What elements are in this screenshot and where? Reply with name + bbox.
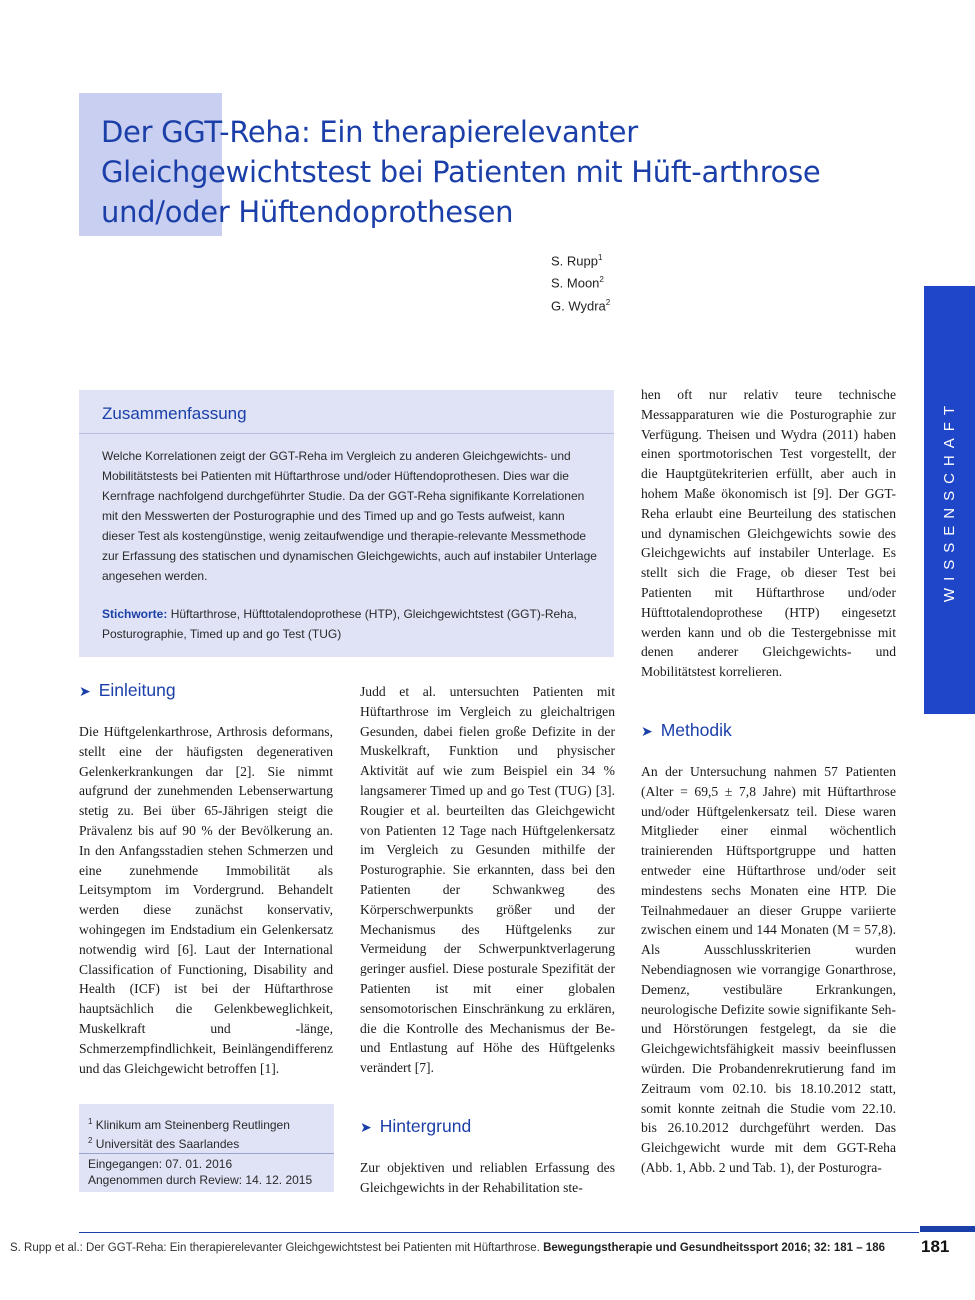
abstract-header [79,390,614,434]
hintergrund-text: Zur objektiven und reliablen Erfassung des Gleichgewichts in der Rehabilitation ste- [360,1160,615,1195]
received-date: Eingegangen: 07. 01. 2016 [88,1157,233,1171]
keywords-text: Hüftarthrose, Hüfttotalendoprothese (HTP), Gleichgewichtstest (GGT)-Reha, Posturographie, Timed up and go Test (TUG) [102,607,577,641]
abstract-heading: Zusammenfassung [102,404,247,423]
page-number: 181 [921,1237,950,1256]
affiliation: $^1$ Klinikum am Steinenberg Reutlingen [88,1117,290,1132]
accepted-date: Angenommen durch Review: 14. 12. 2015 [88,1173,313,1187]
author: S. Moon$^2$ [551,275,604,291]
affiliation-box [79,1104,334,1192]
keywords [102,604,597,644]
author: G. Wydra$^2$ [551,297,611,313]
section-heading-methodik: ➤ Methodik [641,720,732,740]
affiliations [88,1114,290,1152]
section-heading-einleitung: ➤ Einleitung [79,680,176,700]
right-column-text: hen oft nur relativ teure technische Messapparaturen wie die Posturographie zur Verfügung. Theisen und Wydra (2011) haben einen sportmotorischen Test vorgestellt, der die Hauptgütekriterien erfüllt, aber auch in hohem Maße ökonomisch ist [9]. Der GGT-Reha erlaubt eine Beurteilung des statischen und dynamischen Gleichgewichts sowie des Gleichgewichts auf instabiler Unterlage. Es stellt sich die Frage, ob dieser Test bei Patienten mit Hüftarthrose und/oder Hüfttotalendoprothese (HTP) eingesetzt werden kann und ob die Testergebnisse mit denen anderer Gleichgewichts- und Mobilitätstest korrelieren. [641,387,896,680]
author-list [551,248,610,315]
footer-rule [79,1232,919,1233]
arrow-icon: ➤ [641,723,653,739]
divider [79,1153,334,1154]
article-title: Der GGT-Reha: Ein therapierelevanter Gleichgewichtstest bei Patienten mit Hüft-arthrose und/oder Hüftendoprothesen [101,115,821,229]
keywords-label: Stichworte: [102,607,168,621]
affiliation: $^2$ Universität des Saarlandes [88,1136,240,1151]
footer-journal: Bewegungstherapie und Gesundheitssport 2016; 32: 181 – 186 [543,1242,885,1254]
arrow-icon: ➤ [79,683,91,699]
section-heading-hintergrund: ➤ Hintergrund [360,1116,472,1136]
section-side-label: WISSENSCHAFT [941,398,958,602]
footer-tab [920,1226,975,1232]
arrow-icon: ➤ [360,1119,372,1135]
methodik-text: An der Untersuchung nahmen 57 Patienten (Alter = 69,5 ± 7,8 Jahre) mit Hüftarthrose und/oder Hüftgelenkersatz teil. Diese waren Mitglieder einer einmal wöchentlich trainierenden Hüftsportgruppe und hatten entweder eine Hüftarthrose und/oder seit mindestens sechs Monaten eine HTP. Die Teilnahmedauer an dieser Gruppe variierte zwischen einem und 144 Monaten (M = 57,8). Als Ausschlusskriterien wurden Nebendiagnosen wie vorrangige Gonarthrose, Demenz, vestibuläre Erkrankungen, neurologische Defizite sowie signifikante Seh- und Hörstörungen festgelegt, da sie die Gleichgewichtsfähigkeit massiv beeinflussen würden. Die Probandenrekrutierung fand im Zeitraum vom 02.10. bis 18.10.2012 statt, somit konnte zeitnah die Studie vom 22.10. bis 26.10.2012 durchgeführt werden. Das Gleichgewicht wurde mit dem GGT-Reha (Abb. 1, Abb. 2 und Tab. 1), der Posturogra- [641,764,896,1175]
abstract-text: Welche Korrelationen zeigt der GGT-Reha im Vergleich zu anderen Gleichgewichts- und Mobilitätstests bei Patienten mit Hüftarthrose und/oder Hüftendoprothesen. Dies war die Kernfrage nachfolgend durchgeführter Studie. Da der GGT-Reha signifikante Korrelationen mit den Messwerten der Posturographie und des Timed up and go Tests aufweist, kann dieser Test als kostengünstige, wenig zeitaufwendige und therapie-relevante Messmethode zur Erfassung des statischen und dynamischen Gleichgewichts, auch auf instabiler Unterlage angesehen werden. [102,449,597,583]
author: S. Rupp$^1$ [551,253,603,269]
middle-column-text: Judd et al. untersuchten Patienten mit Hüftarthrose im Vergleich zu gleichaltrigen Gesunden, dabei fielen große Defizite in der Muskelkraft, Funktion und physischer Aktivität auf wie zum Beispiel ein 34 % langsamerer Timed up and go Test (TUG) [3]. Rougier et al. beurteilten das Gleichgewicht von Patienten 12 Tage nach Hüftgelenkersatz im Vergleich zu Gesunden mithilfe der Posturographie. Sie erkannten, dass bei den Patienten der Schwankweg des Körperschwerpunkts größer und der Mechanismus des Hüftgelenks zur Vermeidung der Schwerpunktverlagerung geringer ausfiel. Diese posturale Spezifität der Patienten ist mit einer globalen sensomotorischen Einschränkung zu erklären, die die Kontrolle des Mechanismus der Be- und Entlastung auf Höhe des Hüftgelenks verändert [7]. [360,684,615,1076]
abstract-box [79,390,614,657]
footer-citation: S. Rupp et al.: Der GGT-Reha: Ein therapierelevanter Gleichgewichtstest bei Patienten mit Hüftarthrose. Bewegungstherapie und Gesundheitssport 2016; 32: 181 – 186 [9,1242,885,1254]
dates [88,1156,312,1188]
einleitung-text: Die Hüftgelenkarthrose, Arthrosis deformans, stellt eine der häufigsten degenerativen Gelenkerkrankungen dar [2]. Sie nimmt aufgrund der zunehmenden Lebenserwartung stetig zu. Bei über 65-Jährigen steigt die Prävalenz bis auf 90 % der Bevölkerung an. In den Anfangsstadien stehen Schmerzen und eine zunehmende Immobilität als Leitsymptom im Vordergrund. Behandelt werden diese zunächst konservativ, wohingegen im Endstadium ein Gelenkersatz notwendig wird [6]. Laut der International Classification of Functioning, Disability and Health (ICF) ist bei der Hüftarthrose hauptsächlich die Gelenkbeweglichkeit, Muskelkraft und -länge, Schmerzempfindlichkeit, Beinlängendifferenz und das Gleichgewicht betroffen [1]. [79,724,333,1076]
